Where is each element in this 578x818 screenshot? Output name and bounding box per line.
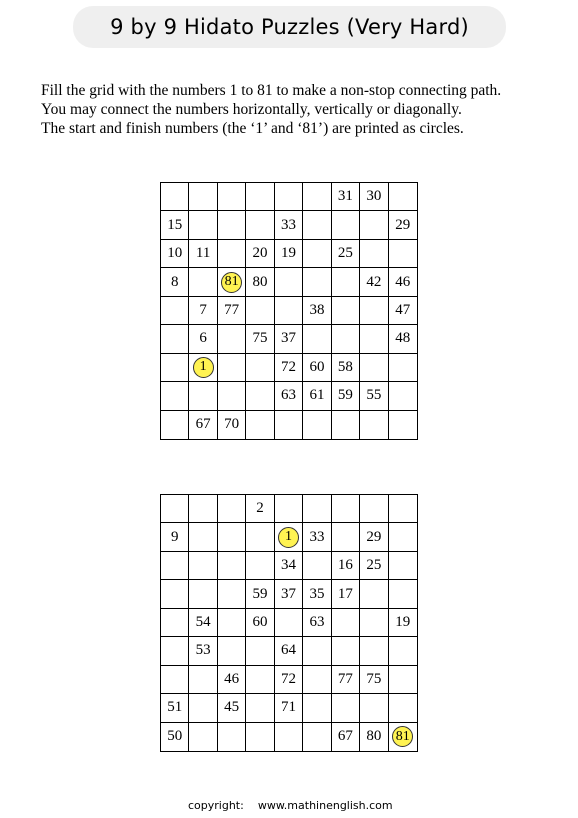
grid-cell[interactable] — [275, 694, 303, 722]
given-number: 38 — [309, 301, 325, 318]
grid-cell[interactable] — [189, 325, 217, 353]
grid-cell[interactable] — [218, 240, 246, 268]
copyright-site: www.mathinenglish.com — [257, 799, 393, 812]
grid-cell[interactable] — [303, 325, 331, 353]
given-number: 16 — [337, 557, 353, 574]
given-number: 77 — [337, 670, 353, 687]
instruction-line: You may connect the numbers horizontally, vertically or diagonally. — [41, 101, 462, 118]
grid-cell[interactable] — [189, 268, 217, 296]
grid-cell[interactable] — [360, 694, 388, 722]
grid-cell[interactable] — [389, 723, 417, 751]
grid-cell[interactable] — [275, 382, 303, 410]
grid-cell[interactable] — [218, 637, 246, 665]
grid-cell[interactable] — [389, 382, 417, 410]
grid-cell[interactable] — [360, 609, 388, 637]
given-number: 42 — [366, 273, 382, 290]
grid-cell[interactable] — [189, 183, 217, 211]
given-number: 9 — [170, 528, 179, 545]
given-number: 60 — [252, 613, 268, 630]
grid-cell[interactable] — [189, 240, 217, 268]
grid-cell[interactable] — [360, 354, 388, 382]
grid-cell[interactable] — [389, 580, 417, 608]
grid-cell[interactable] — [246, 354, 274, 382]
grid-cell[interactable] — [275, 325, 303, 353]
page-title: 9 by 9 Hidato Puzzles (Very Hard) — [73, 6, 506, 48]
grid-cell[interactable] — [246, 183, 274, 211]
grid-cell[interactable] — [189, 411, 217, 439]
grid-cell[interactable] — [360, 580, 388, 608]
grid-cell[interactable] — [303, 694, 331, 722]
grid-cell[interactable] — [275, 552, 303, 580]
grid-cell[interactable] — [332, 211, 360, 239]
grid-cell[interactable] — [189, 354, 217, 382]
grid-cell[interactable] — [303, 495, 331, 523]
grid-cell[interactable] — [189, 723, 217, 751]
given-number: 67 — [195, 416, 211, 433]
grid-cell[interactable] — [389, 297, 417, 325]
grid-cell[interactable] — [218, 580, 246, 608]
grid-cell[interactable] — [360, 495, 388, 523]
grid-cell[interactable] — [332, 694, 360, 722]
grid-cell[interactable] — [161, 552, 189, 580]
grid-cell[interactable] — [161, 495, 189, 523]
grid-cell[interactable] — [218, 694, 246, 722]
given-number: 6 — [199, 330, 207, 347]
grid-cell[interactable] — [218, 666, 246, 694]
given-number: 37 — [280, 585, 296, 602]
grid-cell[interactable] — [275, 411, 303, 439]
grid-cell[interactable] — [389, 240, 417, 268]
grid-cell[interactable] — [275, 609, 303, 637]
grid-cell[interactable] — [246, 268, 274, 296]
grid-cell[interactable] — [246, 325, 274, 353]
grid-cell[interactable] — [303, 240, 331, 268]
given-number: 71 — [280, 699, 296, 716]
given-number: 67 — [337, 728, 353, 745]
given-number: 17 — [337, 585, 353, 602]
grid-cell[interactable] — [161, 411, 189, 439]
given-number: 51 — [167, 699, 183, 716]
circled-number: 81 — [392, 726, 413, 747]
grid-cell[interactable] — [360, 240, 388, 268]
copyright-footer — [188, 799, 393, 812]
given-number: 11 — [195, 245, 211, 262]
grid-cell[interactable] — [360, 183, 388, 211]
given-number: 34 — [280, 557, 296, 574]
circled-number: 81 — [221, 272, 242, 293]
grid-cell[interactable] — [389, 211, 417, 239]
grid-cell[interactable] — [332, 382, 360, 410]
grid-cell[interactable] — [161, 297, 189, 325]
given-number: 55 — [366, 387, 382, 404]
grid-cell[interactable] — [246, 694, 274, 722]
grid-cell[interactable] — [360, 268, 388, 296]
grid-cell[interactable] — [189, 694, 217, 722]
given-number: 47 — [395, 301, 411, 318]
instructions — [41, 81, 501, 138]
grid-cell[interactable] — [275, 240, 303, 268]
grid-cell[interactable] — [218, 183, 246, 211]
grid-cell[interactable] — [246, 609, 274, 637]
grid-cell[interactable] — [246, 240, 274, 268]
given-number: 72 — [280, 670, 296, 687]
grid-cell[interactable] — [360, 382, 388, 410]
grid-cell[interactable] — [303, 297, 331, 325]
given-number: 31 — [337, 188, 353, 205]
given-number: 70 — [224, 416, 240, 433]
grid-cell[interactable] — [218, 523, 246, 551]
grid-cell[interactable] — [218, 268, 246, 296]
grid-cell[interactable] — [303, 723, 331, 751]
given-number: 20 — [252, 245, 268, 262]
grid-cell[interactable] — [189, 211, 217, 239]
given-number: 46 — [224, 670, 240, 687]
grid-cell[interactable] — [360, 723, 388, 751]
grid-cell[interactable] — [161, 637, 189, 665]
grid-cell[interactable] — [246, 211, 274, 239]
grid-cell[interactable] — [275, 495, 303, 523]
given-number: 54 — [195, 613, 211, 630]
given-number: 63 — [280, 387, 296, 404]
given-number: 10 — [167, 245, 183, 262]
given-number: 50 — [167, 728, 183, 745]
instruction-line: Fill the grid with the numbers 1 to 81 to make a non-stop connecting path. — [41, 82, 502, 99]
given-number: 80 — [366, 728, 382, 745]
grid-cell[interactable] — [161, 354, 189, 382]
grid-cell[interactable] — [303, 609, 331, 637]
given-number: 58 — [337, 358, 353, 375]
grid-cell[interactable] — [246, 637, 274, 665]
grid-cell[interactable] — [275, 211, 303, 239]
grid-cell[interactable] — [360, 523, 388, 551]
puzzle-grid-2 — [160, 494, 418, 752]
grid-cell[interactable] — [218, 297, 246, 325]
grid-cell[interactable] — [389, 637, 417, 665]
grid-cell[interactable] — [246, 382, 274, 410]
grid-cell[interactable] — [161, 523, 189, 551]
grid-cell[interactable] — [275, 637, 303, 665]
grid-cell[interactable] — [189, 580, 217, 608]
given-number: 80 — [252, 273, 268, 290]
grid-cell[interactable] — [218, 382, 246, 410]
given-number: 33 — [309, 528, 325, 545]
grid-cell[interactable] — [275, 268, 303, 296]
given-number: 35 — [309, 585, 325, 602]
grid-cell[interactable] — [303, 637, 331, 665]
grid-cell[interactable] — [332, 354, 360, 382]
grid-cell[interactable] — [246, 495, 274, 523]
puzzle-grid-1 — [160, 182, 418, 440]
grid-cell[interactable] — [332, 637, 360, 665]
grid-cell[interactable] — [161, 723, 189, 751]
grid-cell[interactable] — [189, 666, 217, 694]
grid-cell[interactable] — [303, 183, 331, 211]
grid-cell[interactable] — [161, 325, 189, 353]
grid-cell[interactable] — [189, 495, 217, 523]
grid-cell[interactable] — [389, 411, 417, 439]
given-number: 61 — [309, 387, 325, 404]
grid-cell[interactable] — [303, 211, 331, 239]
circled-number: 1 — [193, 357, 214, 378]
grid-cell[interactable] — [332, 609, 360, 637]
given-number: 33 — [280, 216, 296, 233]
grid-cell[interactable] — [218, 411, 246, 439]
given-number: 30 — [366, 188, 382, 205]
grid-cell[interactable] — [303, 552, 331, 580]
grid-cell[interactable] — [332, 183, 360, 211]
given-number: 77 — [224, 301, 240, 318]
grid-cell[interactable] — [389, 552, 417, 580]
grid-cell[interactable] — [189, 382, 217, 410]
grid-cell[interactable] — [275, 183, 303, 211]
given-number: 37 — [280, 330, 296, 347]
instruction-line: The start and finish numbers (the ‘1’ and ‘81’) are printed as circles. — [41, 120, 464, 137]
grid-cell[interactable] — [360, 297, 388, 325]
grid-cell[interactable] — [275, 354, 303, 382]
grid-cell[interactable] — [218, 495, 246, 523]
grid-cell[interactable] — [303, 666, 331, 694]
given-number: 29 — [366, 528, 382, 545]
grid-cell[interactable] — [275, 580, 303, 608]
given-number: 45 — [224, 699, 240, 716]
grid-cell[interactable] — [360, 666, 388, 694]
given-number: 46 — [395, 273, 411, 290]
given-number: 48 — [395, 330, 411, 347]
grid-cell[interactable] — [218, 325, 246, 353]
grid-cell[interactable] — [303, 382, 331, 410]
given-number: 59 — [337, 387, 353, 404]
grid-cell[interactable] — [189, 552, 217, 580]
given-number: 8 — [170, 273, 179, 290]
given-number: 25 — [366, 557, 382, 574]
given-number: 75 — [252, 330, 268, 347]
grid-cell[interactable] — [161, 240, 189, 268]
grid-cell[interactable] — [332, 723, 360, 751]
circled-number: 1 — [278, 527, 299, 548]
grid-cell[interactable] — [303, 523, 331, 551]
given-number: 25 — [337, 245, 353, 262]
given-number: 29 — [395, 216, 411, 233]
grid-cell[interactable] — [389, 325, 417, 353]
grid-cell[interactable] — [332, 495, 360, 523]
grid-cell[interactable] — [389, 183, 417, 211]
copyright-label: copyright: — [188, 799, 244, 812]
grid-cell[interactable] — [246, 523, 274, 551]
grid-cell[interactable] — [303, 580, 331, 608]
grid-cell[interactable] — [332, 552, 360, 580]
grid-cell[interactable] — [332, 240, 360, 268]
given-number: 53 — [195, 642, 211, 659]
grid-cell[interactable] — [332, 268, 360, 296]
grid-cell[interactable] — [389, 268, 417, 296]
given-number: 63 — [309, 613, 325, 630]
grid-cell[interactable] — [389, 609, 417, 637]
grid-cell[interactable] — [161, 268, 189, 296]
grid-cell[interactable] — [389, 523, 417, 551]
grid-cell[interactable] — [246, 666, 274, 694]
grid-cell[interactable] — [332, 325, 360, 353]
given-number: 2 — [256, 500, 264, 517]
grid-cell[interactable] — [246, 580, 274, 608]
given-number: 59 — [252, 585, 268, 602]
grid-cell[interactable] — [332, 666, 360, 694]
given-number: 60 — [309, 358, 325, 375]
grid-cell[interactable] — [360, 552, 388, 580]
grid-cell[interactable] — [303, 268, 331, 296]
given-number: 7 — [199, 301, 207, 318]
grid-cell[interactable] — [275, 666, 303, 694]
grid-cell[interactable] — [389, 694, 417, 722]
grid-cell[interactable] — [389, 495, 417, 523]
grid-cell[interactable] — [303, 354, 331, 382]
grid-cell[interactable] — [360, 411, 388, 439]
grid-cell[interactable] — [275, 297, 303, 325]
grid-cell[interactable] — [246, 411, 274, 439]
grid-cell[interactable] — [332, 411, 360, 439]
grid-cell[interactable] — [360, 637, 388, 665]
grid-cell[interactable] — [161, 580, 189, 608]
grid-cell[interactable] — [218, 354, 246, 382]
grid-cell[interactable] — [275, 523, 303, 551]
grid-cell[interactable] — [189, 637, 217, 665]
grid-cell[interactable] — [332, 297, 360, 325]
grid-cell[interactable] — [218, 552, 246, 580]
grid-cell[interactable] — [332, 580, 360, 608]
grid-cell[interactable] — [303, 411, 331, 439]
grid-cell[interactable] — [389, 354, 417, 382]
grid-cell[interactable] — [161, 666, 189, 694]
given-number: 72 — [280, 358, 296, 375]
grid-cell[interactable] — [189, 609, 217, 637]
grid-cell[interactable] — [218, 723, 246, 751]
grid-cell[interactable] — [218, 211, 246, 239]
grid-cell[interactable] — [275, 723, 303, 751]
grid-cell[interactable] — [360, 325, 388, 353]
grid-cell[interactable] — [161, 183, 189, 211]
grid-cell[interactable] — [246, 723, 274, 751]
grid-cell[interactable] — [332, 523, 360, 551]
given-number: 15 — [167, 216, 183, 233]
given-number: 75 — [366, 670, 382, 687]
grid-cell[interactable] — [161, 382, 189, 410]
grid-cell[interactable] — [161, 211, 189, 239]
grid-cell[interactable] — [189, 297, 217, 325]
grid-cell[interactable] — [360, 211, 388, 239]
given-number: 64 — [280, 642, 296, 659]
given-number: 19 — [280, 245, 296, 262]
grid-cell[interactable] — [246, 297, 274, 325]
grid-cell[interactable] — [246, 552, 274, 580]
grid-cell[interactable] — [218, 609, 246, 637]
grid-cell[interactable] — [161, 694, 189, 722]
given-number: 19 — [395, 613, 411, 630]
grid-cell[interactable] — [189, 523, 217, 551]
grid-cell[interactable] — [389, 666, 417, 694]
grid-cell[interactable] — [161, 609, 189, 637]
